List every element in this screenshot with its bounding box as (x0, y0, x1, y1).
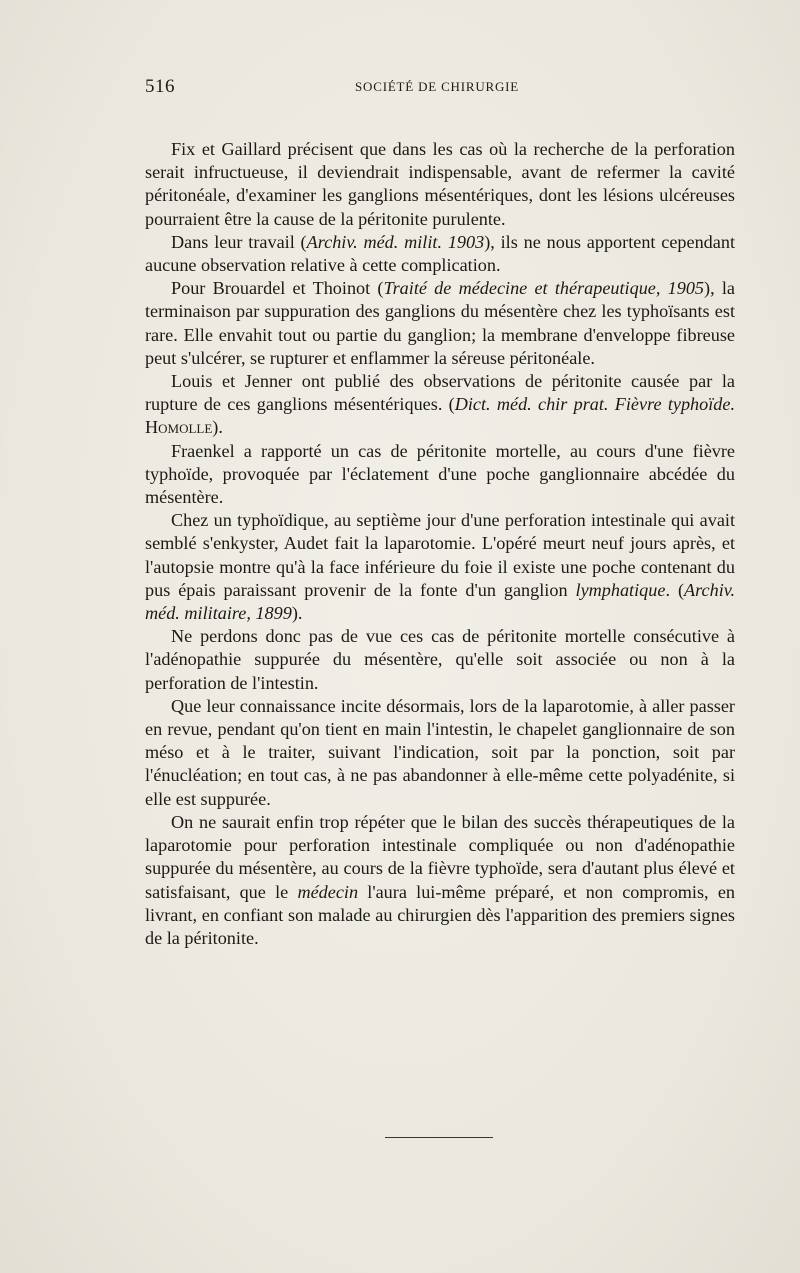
text-run: Fix et Gaillard précisent que dans les cas où la recherche de la perforation serait infructueuse, il deviendrait indispensable, avant de refermer la cavité péritonéale, d'examiner les ganglions mésentériques, dont les lésions ulcéreuses pourraient être la cause de la péritonite purulente. (145, 139, 735, 229)
paragraph (145, 231, 735, 277)
body-text (145, 138, 735, 950)
closing-rule (385, 1137, 493, 1138)
italic-text: lymphatique (575, 579, 666, 600)
italic-text: Archiv. méd. milit. 1903 (306, 231, 485, 252)
text-run: Dans leur travail ( (171, 231, 307, 252)
small-caps-text: Homolle (145, 417, 213, 438)
text-run: Ne perdons donc pas de vue ces cas de péritonite mortelle consécutive à l'adénopathie suppurée du mésentère, qu'elle soit associée ou non à la perforation de l'intestin. (145, 626, 735, 693)
paragraph (145, 440, 735, 510)
italic-text: Traité de médecine et thérapeutique, 1905 (383, 278, 705, 299)
italic-text: médecin (297, 881, 359, 902)
running-head: SOCIÉTÉ DE CHIRURGIE (355, 79, 520, 94)
italic-text: Dict. méd. chir prat. Fièvre typhoïde. (454, 394, 736, 415)
text-run: Louis et Jenner ont publié des observations de péritonite causée par la rupture de ces ganglions mésentériques. ( (145, 371, 735, 415)
page-number: 516 (145, 76, 175, 97)
paragraph (145, 811, 735, 950)
text-run: . ( (665, 579, 685, 600)
paragraph (145, 277, 735, 370)
text-run: Que leur connaissance incite désormais, lors de la laparotomie, à aller passer en revue, pendant qu'on tient en main l'intestin, le chapelet ganglionnaire de son méso et à le traiter, suivant l'indication, soit par la ponction, soit par l'énucléation; en tout cas, à ne pas abandonner à elle-même cette polyadénite, si elle est suppurée. (145, 695, 735, 809)
text-run: Fraenkel a rapporté un cas de péritonite mortelle, au cours d'une fièvre typhoïde, provoquée par l'éclatement d'une poche ganglionnaire abcédée du mésentère. (145, 440, 735, 508)
page-header (145, 76, 735, 102)
text-run: On ne saurait enfin trop répéter que le bilan des succès thérapeutiques de la laparotomie pour perforation intestinale compliquée ou non d'adénopathie suppurée du mésentère, au cours de la fièvre typhoïde, sera d'autant plus élevé et satisfaisant, que le (145, 811, 735, 902)
paragraph (145, 138, 735, 231)
text-run: ). (212, 417, 223, 438)
text-run: ), ils ne nous apportent cependant aucune observation relative à cette complication. (145, 231, 736, 276)
text-run: ), la terminaison par suppuration des ganglions du mésentère chez les typhoïsants est rare. Elle envahit tout ou partie du ganglion; la membrane d'enveloppe fibreuse peut s'ulcérer, se rupturer et enflammer la séreuse péritonéale. (145, 278, 735, 368)
paragraph (145, 625, 735, 695)
paragraph (145, 370, 735, 440)
text-run: Chez un typhoïdique, au septième jour d'une perforation intestinale qui avait semblé s'enkyster, Audet fait la laparotomie. L'opéré meurt neuf jours après, et l'autopsie montre qu'à la face inférieure du foie il existe une poche contenant du pus épais paraissant provenir de la fonte d'un ganglion (145, 510, 735, 600)
text-run: Pour Brouardel et Thoinot ( (171, 278, 384, 299)
paragraph (145, 509, 735, 625)
italic-text: Archiv. méd. militaire, 1899 (145, 579, 736, 624)
text-run: l'aura lui-même préparé, et non compromis, en livrant, en confiant son malade au chirurgien dès l'apparition des premiers signes de la péritonite. (145, 881, 736, 948)
text-run: ). (291, 603, 303, 624)
paragraph (145, 695, 735, 811)
